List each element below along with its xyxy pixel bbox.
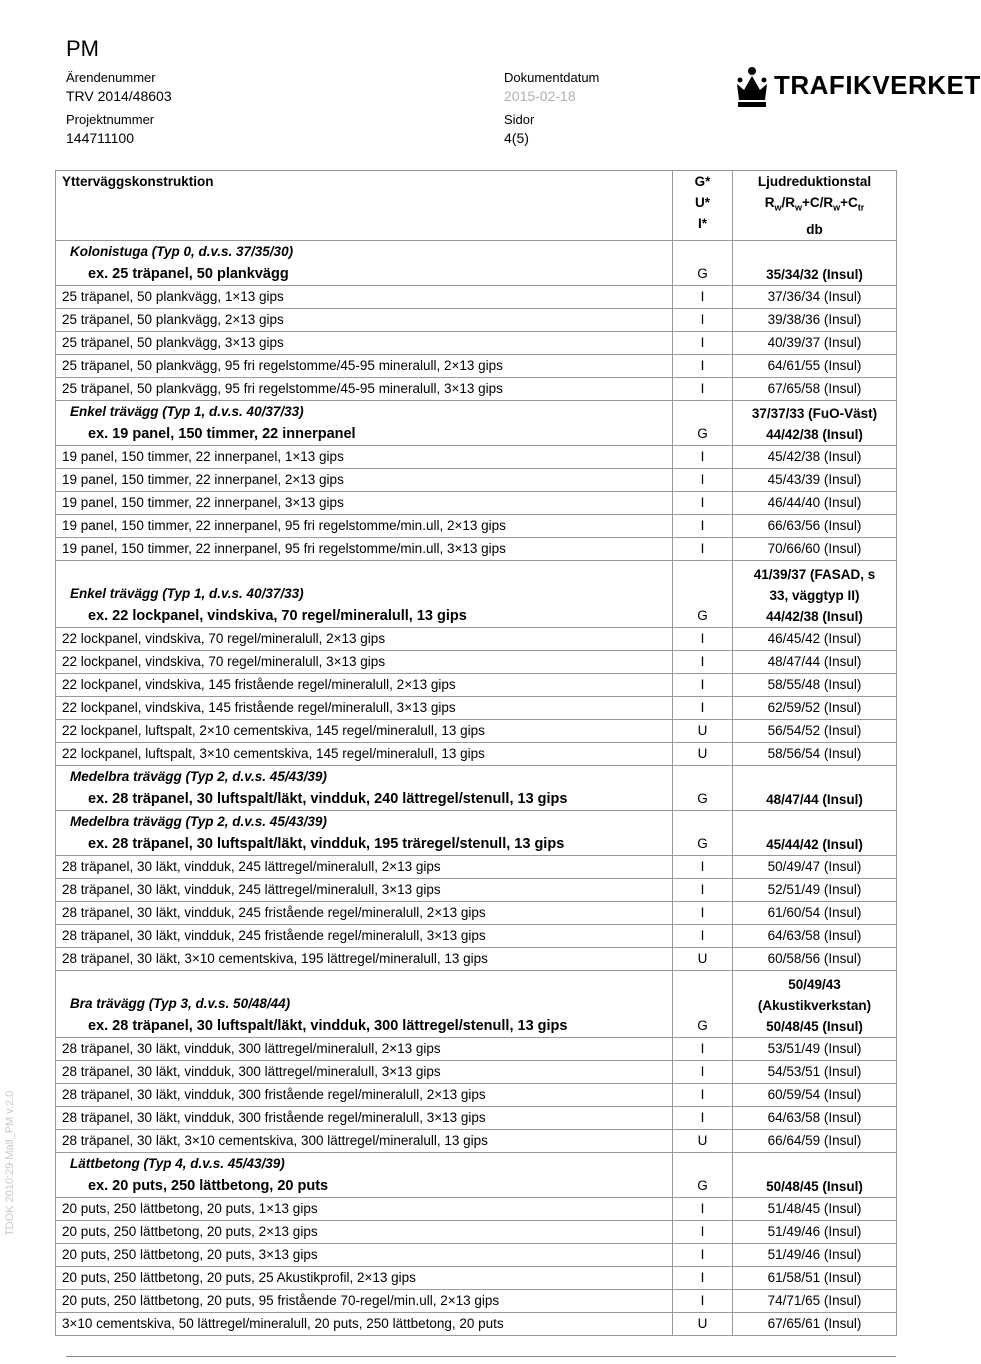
table-row (56, 1289, 897, 1312)
projekt-label: Projektnummer (66, 112, 155, 127)
type-cell: G (673, 765, 733, 810)
construction-cell: 22 lockpanel, vindskiva, 145 fristående regel/mineralull, 3×13 gips (56, 696, 673, 719)
table-row (56, 514, 897, 537)
section-row (56, 240, 897, 285)
table-row (56, 1060, 897, 1083)
type-cell: G (673, 1152, 733, 1197)
type-cell: U (673, 947, 733, 970)
construction-cell: 20 puts, 250 lättbetong, 20 puts, 95 fristående 70-regel/min.ull, 2×13 gips (56, 1289, 673, 1312)
type-cell: G (673, 240, 733, 285)
value-cell: 48/47/44 (Insul) (733, 765, 897, 810)
type-cell: I (673, 285, 733, 308)
value-cell: 48/47/44 (Insul) (733, 650, 897, 673)
value-cell: 64/61/55 (Insul) (733, 354, 897, 377)
value-cell: 53/51/49 (Insul) (733, 1037, 897, 1060)
table-row (56, 696, 897, 719)
construction-cell: 28 träpanel, 30 läkt, vindduk, 300 lättregel/mineralull, 3×13 gips (56, 1060, 673, 1083)
header-construction: Ytterväggskonstruktion (56, 171, 673, 241)
logo-text: TRAFIKVERKET (774, 70, 981, 100)
value-cell: 45/44/42 (Insul) (733, 810, 897, 855)
type-cell: G (673, 970, 733, 1037)
value-cell: 58/55/48 (Insul) (733, 673, 897, 696)
value-cell: 45/43/39 (Insul) (733, 468, 897, 491)
type-cell: I (673, 1289, 733, 1312)
section-row (56, 400, 897, 445)
type-cell: U (673, 1312, 733, 1335)
value-cell: 51/48/45 (Insul) (733, 1197, 897, 1220)
table-row (56, 627, 897, 650)
value-cell: 46/45/42 (Insul) (733, 627, 897, 650)
value-cell: 58/56/54 (Insul) (733, 742, 897, 765)
type-cell: I (673, 445, 733, 468)
value-cell: 37/36/34 (Insul) (733, 285, 897, 308)
construction-cell: 20 puts, 250 lättbetong, 20 puts, 3×13 gips (56, 1243, 673, 1266)
construction-cell: 28 träpanel, 30 läkt, vindduk, 245 fristående regel/mineralull, 2×13 gips (56, 901, 673, 924)
construction-cell: 25 träpanel, 50 plankvägg, 3×13 gips (56, 331, 673, 354)
section-row (56, 970, 897, 1037)
section-title: Enkel trävägg (Typ 1, d.v.s. 40/37/33) ex. 22 lockpanel, vindskiva, 70 regel/mineralull, 13 gips (56, 560, 673, 627)
table-row (56, 901, 897, 924)
construction-cell: 28 träpanel, 30 läkt, vindduk, 300 fristående regel/mineralull, 3×13 gips (56, 1106, 673, 1129)
type-cell: I (673, 377, 733, 400)
section-row (56, 765, 897, 810)
value-cell: 61/60/54 (Insul) (733, 901, 897, 924)
table-header-row (56, 171, 897, 241)
table-row (56, 285, 897, 308)
construction-cell: 3×10 cementskiva, 50 lättregel/mineralull, 20 puts, 250 lättbetong, 20 puts (56, 1312, 673, 1335)
table-row (56, 537, 897, 560)
construction-cell: 19 panel, 150 timmer, 22 innerpanel, 1×13 gips (56, 445, 673, 468)
value-cell: 64/63/58 (Insul) (733, 924, 897, 947)
table-row (56, 1197, 897, 1220)
value-cell: 50/49/43 (Akustikverkstan) 50/48/45 (Insul) (733, 970, 897, 1037)
table-row (56, 1129, 897, 1152)
value-cell: 60/59/54 (Insul) (733, 1083, 897, 1106)
value-cell: 56/54/52 (Insul) (733, 719, 897, 742)
table-row (56, 331, 897, 354)
type-cell: G (673, 400, 733, 445)
value-cell: 74/71/65 (Insul) (733, 1289, 897, 1312)
construction-cell: 22 lockpanel, vindskiva, 145 fristående regel/mineralull, 2×13 gips (56, 673, 673, 696)
table-row (56, 855, 897, 878)
construction-cell: 19 panel, 150 timmer, 22 innerpanel, 2×13 gips (56, 468, 673, 491)
type-cell: U (673, 1129, 733, 1152)
type-cell: I (673, 1266, 733, 1289)
section-row (56, 1152, 897, 1197)
value-cell: 66/63/56 (Insul) (733, 514, 897, 537)
type-cell: I (673, 901, 733, 924)
sidor-value: 4(5) (504, 130, 529, 146)
table-row (56, 1037, 897, 1060)
datum-label: Dokumentdatum (504, 70, 600, 85)
value-cell: 37/37/33 (FuO-Väst) 44/42/38 (Insul) (733, 400, 897, 445)
value-cell: 64/63/58 (Insul) (733, 1106, 897, 1129)
type-cell: I (673, 650, 733, 673)
crown-emblem-icon (734, 62, 770, 110)
construction-cell: 19 panel, 150 timmer, 22 innerpanel, 95 fri regelstomme/min.ull, 3×13 gips (56, 537, 673, 560)
type-cell: I (673, 673, 733, 696)
type-cell: I (673, 627, 733, 650)
table-row (56, 673, 897, 696)
construction-cell: 28 träpanel, 30 läkt, vindduk, 300 lättregel/mineralull, 2×13 gips (56, 1037, 673, 1060)
value-cell: 51/49/46 (Insul) (733, 1220, 897, 1243)
type-cell: I (673, 924, 733, 947)
table-row (56, 1220, 897, 1243)
section-title: Lättbetong (Typ 4, d.v.s. 45/43/39) ex. 20 puts, 250 lättbetong, 20 puts (56, 1152, 673, 1197)
table-row (56, 445, 897, 468)
type-cell: I (673, 1220, 733, 1243)
type-cell: I (673, 1037, 733, 1060)
construction-cell: 19 panel, 150 timmer, 22 innerpanel, 3×13 gips (56, 491, 673, 514)
type-cell: I (673, 537, 733, 560)
table-row (56, 468, 897, 491)
table-row (56, 491, 897, 514)
sidor-label: Sidor (504, 112, 535, 127)
table-row (56, 1266, 897, 1289)
table-row (56, 1106, 897, 1129)
arende-label: Ärendenummer (66, 70, 156, 85)
construction-cell: 22 lockpanel, luftspalt, 2×10 cementskiva, 145 regel/mineralull, 13 gips (56, 719, 673, 742)
type-cell: I (673, 1197, 733, 1220)
table-row (56, 650, 897, 673)
construction-cell: 25 träpanel, 50 plankvägg, 95 fri regelstomme/45-95 mineralull, 3×13 gips (56, 377, 673, 400)
type-cell: I (673, 1083, 733, 1106)
value-cell: 62/59/52 (Insul) (733, 696, 897, 719)
type-cell: I (673, 514, 733, 537)
type-cell: I (673, 491, 733, 514)
type-cell: G (673, 560, 733, 627)
type-cell: I (673, 696, 733, 719)
type-cell: I (673, 354, 733, 377)
value-cell: 67/65/61 (Insul) (733, 1312, 897, 1335)
type-cell: I (673, 308, 733, 331)
type-cell: I (673, 1106, 733, 1129)
footer-divider (66, 1356, 896, 1357)
type-cell: I (673, 1243, 733, 1266)
header-sound-reduction: Ljudreduktionstal $R_w/R_w+C/R_w+C_{tr}$ db (733, 171, 897, 241)
table-row (56, 719, 897, 742)
header-type: G* U* I* (673, 171, 733, 241)
construction-cell: 28 träpanel, 30 läkt, vindduk, 245 lättregel/mineralull, 3×13 gips (56, 878, 673, 901)
table-row (56, 947, 897, 970)
construction-cell: 28 träpanel, 30 läkt, vindduk, 245 fristående regel/mineralull, 3×13 gips (56, 924, 673, 947)
table-row (56, 1312, 897, 1335)
value-cell: 46/44/40 (Insul) (733, 491, 897, 514)
arende-value: TRV 2014/48603 (66, 88, 172, 104)
value-cell: 60/58/56 (Insul) (733, 947, 897, 970)
construction-cell: 22 lockpanel, vindskiva, 70 regel/mineralull, 3×13 gips (56, 650, 673, 673)
value-cell: 67/65/58 (Insul) (733, 377, 897, 400)
trafikverket-logo (734, 62, 981, 112)
table-row (56, 308, 897, 331)
value-cell: 39/38/36 (Insul) (733, 308, 897, 331)
type-cell: I (673, 1060, 733, 1083)
document-title: PM (66, 36, 99, 61)
construction-cell: 28 träpanel, 30 läkt, 3×10 cementskiva, 195 lättregel/mineralull, 13 gips (56, 947, 673, 970)
value-cell: 35/34/32 (Insul) (733, 240, 897, 285)
value-cell: 50/48/45 (Insul) (733, 1152, 897, 1197)
value-cell: 50/49/47 (Insul) (733, 855, 897, 878)
value-cell: 66/64/59 (Insul) (733, 1129, 897, 1152)
section-title: Kolonistuga (Typ 0, d.v.s. 37/35/30) ex. 25 träpanel, 50 plankvägg (56, 240, 673, 285)
type-cell: I (673, 468, 733, 491)
construction-cell: 25 träpanel, 50 plankvägg, 95 fri regelstomme/45-95 mineralull, 2×13 gips (56, 354, 673, 377)
construction-cell: 22 lockpanel, luftspalt, 3×10 cementskiva, 145 regel/mineralull, 13 gips (56, 742, 673, 765)
type-cell: G (673, 810, 733, 855)
wall-construction-table (55, 170, 897, 1336)
table-row (56, 1083, 897, 1106)
section-row (56, 560, 897, 627)
projekt-value: 144711100 (66, 130, 134, 146)
table-row (56, 377, 897, 400)
template-version-text: TDOK 2010:29 Mall_PM v.2.0 (4, 1090, 16, 1236)
value-cell: 70/66/60 (Insul) (733, 537, 897, 560)
value-cell: 41/39/37 (FASAD, s 33, väggtyp II) 44/42/38 (Insul) (733, 560, 897, 627)
value-cell: 61/58/51 (Insul) (733, 1266, 897, 1289)
section-row (56, 810, 897, 855)
section-title: Bra trävägg (Typ 3, d.v.s. 50/48/44) ex. 28 träpanel, 30 luftspalt/läkt, vindduk, 300 lättregel/stenull, 13 gips (56, 970, 673, 1037)
value-cell: 51/49/46 (Insul) (733, 1243, 897, 1266)
type-cell: U (673, 719, 733, 742)
construction-cell: 28 träpanel, 30 läkt, vindduk, 245 lättregel/mineralull, 2×13 gips (56, 855, 673, 878)
construction-cell: 25 träpanel, 50 plankvägg, 2×13 gips (56, 308, 673, 331)
type-cell: I (673, 855, 733, 878)
table-row (56, 878, 897, 901)
construction-cell: 20 puts, 250 lättbetong, 20 puts, 1×13 gips (56, 1197, 673, 1220)
section-title: Medelbra trävägg (Typ 2, d.v.s. 45/43/39) ex. 28 träpanel, 30 luftspalt/läkt, vindduk, 240 lättregel/stenull, 13 gips (56, 765, 673, 810)
value-cell: 45/42/38 (Insul) (733, 445, 897, 468)
section-title: Medelbra trävägg (Typ 2, d.v.s. 45/43/39) ex. 28 träpanel, 30 luftspalt/läkt, vindduk, 195 träregel/stenull, 13 gips (56, 810, 673, 855)
construction-cell: 20 puts, 250 lättbetong, 20 puts, 25 Akustikprofil, 2×13 gips (56, 1266, 673, 1289)
construction-cell: 22 lockpanel, vindskiva, 70 regel/mineralull, 2×13 gips (56, 627, 673, 650)
table-row (56, 742, 897, 765)
value-cell: 52/51/49 (Insul) (733, 878, 897, 901)
value-cell: 54/53/51 (Insul) (733, 1060, 897, 1083)
construction-cell: 28 träpanel, 30 läkt, 3×10 cementskiva, 300 lättregel/mineralull, 13 gips (56, 1129, 673, 1152)
type-cell: I (673, 878, 733, 901)
construction-cell: 19 panel, 150 timmer, 22 innerpanel, 95 fri regelstomme/min.ull, 2×13 gips (56, 514, 673, 537)
type-cell: U (673, 742, 733, 765)
construction-cell: 28 träpanel, 30 läkt, vindduk, 300 fristående regel/mineralull, 2×13 gips (56, 1083, 673, 1106)
construction-cell: 25 träpanel, 50 plankvägg, 1×13 gips (56, 285, 673, 308)
section-title: Enkel trävägg (Typ 1, d.v.s. 40/37/33) ex. 19 panel, 150 timmer, 22 innerpanel (56, 400, 673, 445)
table-row (56, 354, 897, 377)
table-row (56, 1243, 897, 1266)
construction-cell: 20 puts, 250 lättbetong, 20 puts, 2×13 gips (56, 1220, 673, 1243)
table-row (56, 924, 897, 947)
value-cell: 40/39/37 (Insul) (733, 331, 897, 354)
datum-value: 2015-02-18 (504, 88, 576, 104)
type-cell: I (673, 331, 733, 354)
